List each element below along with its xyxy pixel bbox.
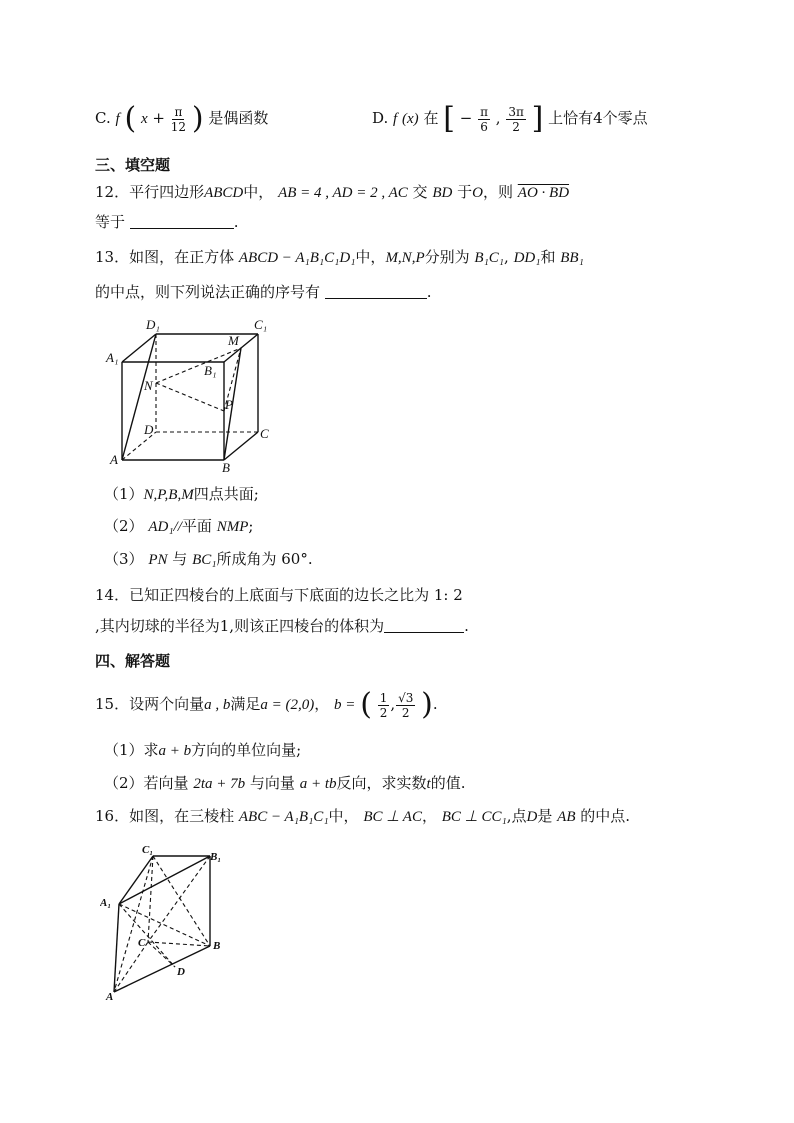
item-prefix: （2） bbox=[104, 517, 144, 535]
item-prefix: （1）求 bbox=[104, 741, 159, 759]
edge-a1-d1 bbox=[122, 334, 156, 362]
q13-text: 中， bbox=[355, 248, 386, 266]
q12-bd: BD bbox=[432, 185, 453, 201]
question-13-line-1: 13．如图，在正方体 ABCD − A₁B₁C₁D₁中，M,N,P分别为 B₁C₁, DD₁和 BB₁ bbox=[95, 248, 584, 266]
segment-c1-b bbox=[153, 856, 210, 946]
q15-fraction-2 bbox=[396, 691, 415, 720]
q13-text: 分别为 bbox=[424, 248, 470, 266]
option-d-fraction-1 bbox=[478, 105, 490, 134]
q15-item2-t: t bbox=[426, 776, 431, 792]
q13-item3-with: 与 bbox=[172, 550, 188, 568]
comma: , bbox=[495, 109, 501, 127]
label-p: P bbox=[225, 397, 233, 412]
q13-b1c1: B₁C₁ bbox=[474, 250, 505, 266]
q15-vectors: a , b bbox=[204, 697, 231, 713]
q13-item3-pn: PN bbox=[148, 552, 168, 568]
frac-denominator: 2 bbox=[401, 705, 410, 720]
q12-text: 12．平行四边形 bbox=[95, 183, 205, 201]
q12-text: 于 bbox=[457, 183, 473, 201]
q15-item1-text: 方向的单位向量; bbox=[191, 741, 302, 759]
q13-bb1: BB₁ bbox=[560, 250, 584, 266]
segment-c1-a bbox=[114, 856, 153, 992]
right-paren: ) bbox=[191, 101, 204, 136]
q16-cond2: BC ⊥ CC₁ bbox=[441, 809, 507, 825]
question-13-line-2: 的中点，则下列说法正确的序号有 . bbox=[95, 283, 432, 301]
q15-item2-mid: 与向量 bbox=[249, 774, 295, 792]
segment-n-p bbox=[156, 383, 224, 411]
option-c-plus: + bbox=[152, 109, 165, 127]
segment-b1-c bbox=[148, 856, 210, 942]
left-bracket: [ bbox=[443, 101, 455, 136]
option-c-prefix: C. bbox=[95, 109, 111, 127]
q15-fraction-1 bbox=[378, 691, 390, 720]
q13-item2-plane: NMP bbox=[216, 519, 249, 535]
q13-cube: ABCD − A₁B₁C₁D₁ bbox=[238, 250, 356, 266]
q13-dd1: DD₁ bbox=[513, 250, 541, 266]
q13-item2-parallel: // bbox=[173, 519, 182, 535]
frac-denominator: 12 bbox=[170, 119, 187, 134]
q13-item2-text: 平面 bbox=[181, 517, 212, 535]
q16-ab: AB bbox=[557, 809, 576, 825]
edge-a1-c1 bbox=[119, 856, 153, 904]
q16-text: 16．如图，在三棱柱 bbox=[95, 807, 235, 825]
q15-b: b = bbox=[334, 697, 356, 713]
question-15-line-1: 15．设两个向量a , b满足a = (2,0)， b = ( $\frac{1}{2}$ , $\frac{√3}{2}$ ). bbox=[95, 687, 438, 722]
q16-text: 中， bbox=[328, 807, 359, 825]
question-14-line-2: ,其内切球的半径为1,则该正四棱台的体积为 . bbox=[95, 617, 469, 635]
section-heading-fill-blank: 三、填空题 bbox=[95, 156, 171, 174]
q12-dot-product: AO · BD bbox=[517, 185, 570, 201]
label-d1: D₁ bbox=[146, 317, 160, 332]
label-c1: C₁ bbox=[254, 317, 268, 332]
q15-comma: ， bbox=[314, 695, 330, 713]
q13-item2-ad1: AD₁ bbox=[148, 519, 174, 535]
q16-text: ,点 bbox=[506, 807, 527, 825]
prism-figure bbox=[100, 842, 235, 1004]
label-c1: C₁ bbox=[142, 844, 154, 856]
segment-a-d1 bbox=[122, 334, 156, 460]
q16-text: 是 bbox=[537, 807, 553, 825]
frac-numerator: 3π bbox=[508, 104, 524, 119]
q15-a-value: a = (2,0) bbox=[260, 697, 315, 713]
frac-numerator: π bbox=[174, 104, 183, 119]
option-d-func: f bbox=[393, 111, 398, 127]
option-c-func: f bbox=[115, 111, 120, 127]
option-d-fraction-2 bbox=[506, 105, 526, 134]
q12-conditions: AB = 4 , AD = 2 , AC bbox=[278, 185, 408, 201]
q12-text: ，则 bbox=[482, 183, 513, 201]
option-d bbox=[372, 101, 648, 136]
left-paren: ( bbox=[124, 101, 137, 136]
option-c-var: x bbox=[140, 111, 148, 127]
segment-c-d bbox=[148, 942, 175, 967]
q12-text: 交 bbox=[412, 183, 428, 201]
edge-b-c bbox=[224, 432, 258, 460]
option-c bbox=[95, 101, 269, 136]
q13-item2-end: ; bbox=[248, 517, 254, 535]
q12-text: 中， bbox=[243, 183, 274, 201]
question-13-item-2 bbox=[104, 516, 253, 537]
right-paren: ) bbox=[421, 687, 433, 722]
frac-numerator: π bbox=[480, 104, 488, 119]
option-d-in: 在 bbox=[423, 109, 439, 127]
segment-n-m bbox=[156, 348, 241, 383]
q15-item2-expr1: 2ta + 7b bbox=[193, 776, 246, 792]
q13-mnp: M,N,P bbox=[385, 250, 425, 266]
label-c: C bbox=[260, 426, 269, 441]
label-a: A bbox=[110, 452, 118, 467]
label-b: B bbox=[222, 460, 230, 474]
label-d: D bbox=[177, 966, 185, 978]
q14-prompt: ,其内切球的半径为1,则该正四棱台的体积为 bbox=[95, 617, 385, 635]
q13-text: 13．如图，在正方体 bbox=[95, 248, 235, 266]
q13-item3-bc1: BC₁ bbox=[192, 552, 217, 568]
q13-item1-points: N,P,B,M bbox=[143, 487, 194, 503]
q15-item1-expr: a + b bbox=[158, 743, 192, 759]
right-bracket: ] bbox=[531, 101, 544, 136]
frac-denominator: 2 bbox=[379, 705, 388, 720]
q15-text: 15．设两个向量 bbox=[95, 695, 205, 713]
question-13-item-3 bbox=[104, 549, 313, 570]
cube-figure bbox=[104, 312, 274, 474]
q15-item2-end: 的值. bbox=[430, 774, 466, 792]
cube-hidden-edges bbox=[122, 334, 258, 460]
q16-d: D bbox=[526, 809, 538, 825]
option-d-prefix: D. bbox=[372, 109, 389, 127]
question-14-line-1: 14．已知正四棱台的上底面与下底面的边长之比为 1: 2 bbox=[95, 586, 463, 604]
q15-text: 满足 bbox=[230, 695, 261, 713]
frac-denominator: 6 bbox=[480, 119, 488, 134]
answer-blank bbox=[130, 212, 234, 229]
q13-and: 和 bbox=[540, 248, 556, 266]
q15-item2-expr2: a + tb bbox=[299, 776, 337, 792]
q13-item3-text: 所成角为 60°. bbox=[216, 550, 313, 568]
left-paren: ( bbox=[360, 687, 372, 722]
label-m: M bbox=[228, 333, 239, 348]
answer-blank bbox=[384, 616, 464, 633]
option-c-fraction bbox=[171, 105, 186, 134]
label-d: D bbox=[144, 422, 154, 437]
question-12-line-2: 等于 . bbox=[95, 213, 239, 231]
q12-abcd: ABCD bbox=[204, 185, 244, 201]
q12-o: O bbox=[472, 185, 483, 201]
q12-equals-text: 等于 bbox=[95, 213, 126, 231]
edge-c-b bbox=[148, 942, 210, 946]
frac-numerator: √3 bbox=[398, 690, 414, 705]
frac-numerator: 1 bbox=[379, 690, 388, 705]
label-b1: B₁ bbox=[204, 363, 217, 378]
label-b: B bbox=[213, 940, 221, 952]
question-15-item-1 bbox=[104, 740, 301, 761]
item-prefix: （3） bbox=[104, 550, 144, 568]
item-prefix: （2）若向量 bbox=[104, 774, 189, 792]
label-a1: A₁ bbox=[106, 350, 119, 365]
q16-cond1: BC ⊥ AC bbox=[363, 809, 422, 825]
option-c-suffix: 是偶函数 bbox=[208, 109, 269, 127]
answer-blank bbox=[325, 282, 427, 299]
label-c: C bbox=[138, 937, 146, 949]
minus-sign: − bbox=[459, 109, 473, 127]
prism-hidden-edges bbox=[114, 856, 210, 992]
q16-comma: ， bbox=[421, 807, 437, 825]
section-heading-solve: 四、解答题 bbox=[95, 652, 171, 670]
label-a1: A₁ bbox=[100, 897, 112, 909]
segment-a1-d bbox=[119, 904, 175, 967]
label-a: A bbox=[106, 991, 114, 1003]
option-d-suffix: 上恰有4个零点 bbox=[548, 109, 648, 127]
edge-a1-b1 bbox=[119, 856, 210, 904]
q15-item2-text: 反向，求实数 bbox=[336, 774, 427, 792]
q13-prompt: 的中点，则下列说法正确的序号有 bbox=[95, 283, 321, 301]
q16-prism: ABC − A₁B₁C₁ bbox=[238, 809, 329, 825]
label-n: N bbox=[144, 378, 153, 393]
q16-text: 的中点. bbox=[580, 807, 631, 825]
question-12-line-1 bbox=[95, 182, 569, 203]
edge-c1-c bbox=[148, 856, 153, 942]
option-d-var: (x) bbox=[402, 111, 419, 127]
question-15-item-2 bbox=[104, 773, 465, 794]
question-13-item-1 bbox=[104, 484, 259, 505]
question-16-line-1 bbox=[95, 806, 630, 827]
q13-item1-text: 四点共面; bbox=[193, 485, 259, 503]
frac-denominator: 2 bbox=[512, 119, 520, 134]
item-prefix: （1） bbox=[104, 485, 144, 503]
label-b1: B₁ bbox=[210, 851, 222, 863]
